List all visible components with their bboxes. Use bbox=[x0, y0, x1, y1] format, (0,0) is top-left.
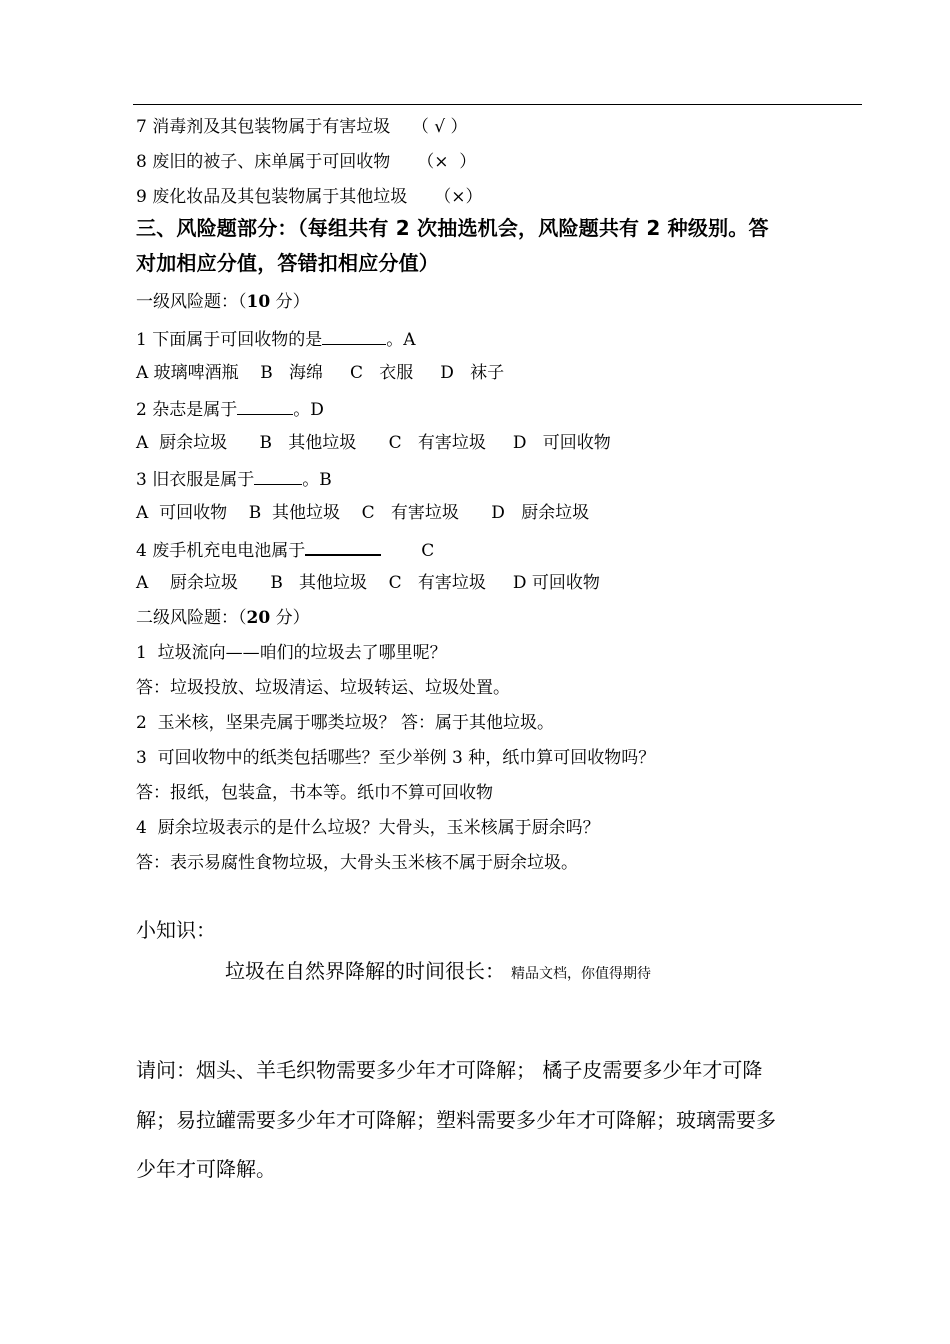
level1-options-3: A 可回收物 B 其他垃圾 C 有害垃圾 D 厨余垃圾 bbox=[136, 503, 590, 523]
level1-question-4: 4 废手机充电电池属于 C bbox=[136, 538, 434, 561]
section3-heading-line1: 三、风险题部分：（每组共有 2 次抽选机会，风险题共有 2 种级别。答 bbox=[136, 216, 769, 240]
level2-line-2: 答：垃圾投放、垃圾清运、垃圾转运、垃圾处置。 bbox=[136, 678, 510, 698]
level1-question-2: 2 杂志是属于 。D bbox=[136, 400, 324, 420]
level2-line-3: 2 玉米核，坚果壳属于哪类垃圾？ 答：属于其他垃圾。 bbox=[136, 713, 555, 733]
section3-heading-line2: 对加相应分值，答错扣相应分值） bbox=[136, 251, 439, 275]
knowledge-lead: 垃圾在自然界降解的时间很长： 精品文档，你值得期待 bbox=[225, 959, 651, 983]
level2-line-7: 答：表示易腐性食物垃圾，大骨头玉米核不属于厨余垃圾。 bbox=[136, 853, 578, 873]
knowledge-question-line1: 请问：烟头、羊毛织物需要多少年才可降解； 橘子皮需要多少年才可降 bbox=[136, 1058, 763, 1082]
watermark-text: 精品文档，你值得期待 bbox=[511, 966, 651, 982]
knowledge-question-line2: 解；易拉罐需要多少年才可降解；塑料需要多少年才可降解；玻璃需要多 bbox=[136, 1108, 776, 1132]
judgement-item-8: 8 废旧的被子、床单属于可回收物 （× ） bbox=[136, 152, 477, 172]
level2-line-5: 答：报纸，包装盒，书本等。纸巾不算可回收物 bbox=[136, 783, 493, 803]
level2-title: 二级风险题：（20 分） bbox=[136, 608, 310, 628]
knowledge-question-line3: 少年才可降解。 bbox=[136, 1157, 276, 1181]
level2-line-6: 4 厨余垃圾表示的是什么垃圾？大骨头，玉米核属于厨余吗？ bbox=[136, 818, 600, 838]
level2-points: 20 bbox=[246, 608, 271, 628]
level1-options-1: A 玻璃啤酒瓶 B 海绵 C 衣服 D 袜子 bbox=[136, 363, 505, 383]
level1-question-3: 3 旧衣服是属于 。B bbox=[136, 470, 332, 490]
header-rule bbox=[133, 104, 862, 105]
judgement-item-9: 9 废化妆品及其包装物属于其他垃圾 （×） bbox=[136, 187, 483, 207]
level2-line-1: 1 垃圾流向——咱们的垃圾去了哪里呢？ bbox=[136, 643, 447, 663]
level2-line-4: 3 可回收物中的纸类包括哪些？至少举例 3 种，纸巾算可回收物吗？ bbox=[136, 748, 656, 768]
level1-title: 一级风险题：（10 分） bbox=[136, 292, 310, 312]
level1-options-2: A 厨余垃圾 B 其他垃圾 C 有害垃圾 D 可回收物 bbox=[136, 433, 611, 453]
knowledge-title: 小知识： bbox=[136, 918, 216, 942]
judgement-item-7: 7 消毒剂及其包装物属于有害垃圾 （ √ ） bbox=[136, 117, 468, 137]
level1-question-1: 1 下面属于可回收物的是 。A bbox=[136, 330, 416, 350]
level1-options-4: A 厨余垃圾 B 其他垃圾 C 有害垃圾 D 可回收物 bbox=[136, 573, 600, 593]
level1-points: 10 bbox=[246, 292, 271, 312]
